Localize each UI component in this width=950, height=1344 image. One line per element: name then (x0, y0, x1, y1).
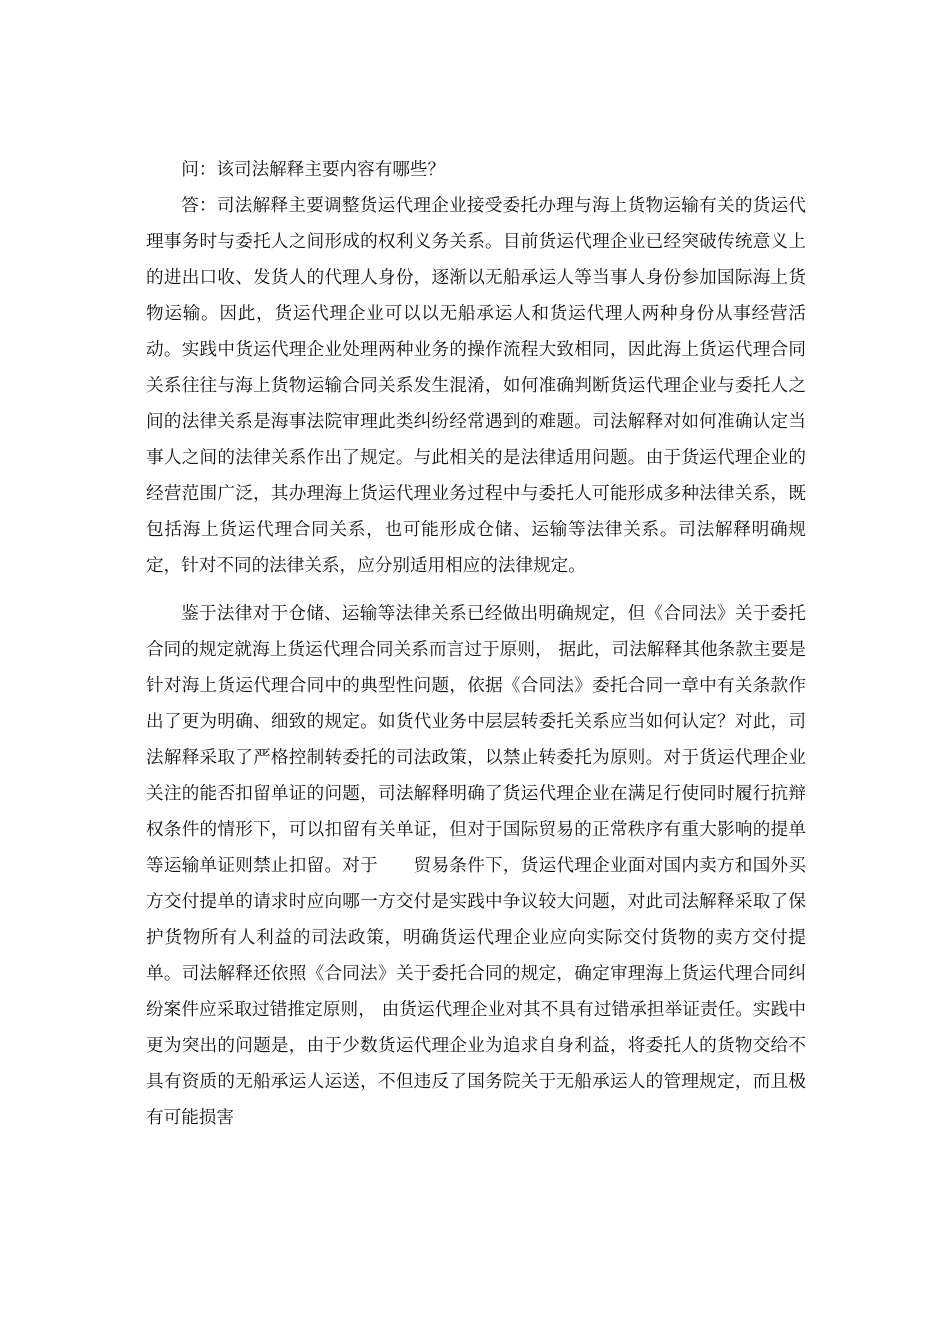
answer-paragraph: 答：司法解释主要调整货运代理企业接受委托办理与海上货物运输有关的货运代理事务时与委托人之间形成的权利义务关系。目前货运代理企业已经突破传统意义上的进出口收、发货人的代理人身份，逐渐以无船承运人等当事人身份参加国际海上货物运输。因此，货运代理企业可以以无船承运人和货运代理人两种身份从事经营活动。实践中货运代理企业处理两种业务的操作流程大致相同，因此海上货运代理合同关系往往与海上货物运输合同关系发生混淆，如何准确判断货运代理企业与委托人之间的法律关系是海事法院审理此类纠纷经常遇到的难题。司法解释对如何准确认定当事人之间的法律关系作出了规定。与此相关的是法律适用问题。由于货运代理企业的经营范围广泛，其办理海上货运代理业务过程中与委托人可能形成多种法律关系，既包括海上货运代理合同关系，也可能形成仓储、运输等法律关系。司法解释明确规定，针对不同的法律关系，应分别适用相应的法律规定。 (146, 196, 806, 576)
question-paragraph: 问：该司法解释主要内容有哪些？ (181, 160, 446, 180)
document-body (146, 152, 806, 1136)
body-paragraph: 鉴于法律对于仓储、运输等法律关系已经做出明确规定，但《合同法》关于委托合同的规定就海上货运代理合同关系而言过于原则， 据此，司法解释其他条款主要是针对海上货运代理合同中的典型性问题，依据《合同法》委托合同一章中有关条款作出了更为明确、细致的规定。如货代业务中层层转委托关系应当如何认定？对此，司法解释采取了严格控制转委托的司法政策，以禁止转委托为原则。对于货运代理企业关注的能否扣留单证的问题，司法解释明确了货运代理企业在满足行使同时履行抗辩权条件的情形下，可以扣留有关单证，但对于国际贸易的正常秩序有重大影响的提单等运输单证则禁止扣留。对于 贸易条件下，货运代理企业面对国内卖方和国外买方交付提单的请求时应向哪一方交付是实践中争议较大问题，对此司法解释采取了保护货物所有人利益的司法政策，明确货运代理企业应向实际交付货物的卖方交付提单。司法解释还依照《合同法》关于委托合同的规定，确定审理海上货运代理合同纠纷案件应采取过错推定原则， 由货运代理企业对其不具有过错承担举证责任。实践中更为突出的问题是，由于少数货运代理企业为追求自身利益，将委托人的货物交给不具有资质的无船承运人运送，不但违反了国务院关于无船承运人的管理规定，而且极有可能损害 (146, 604, 806, 1128)
